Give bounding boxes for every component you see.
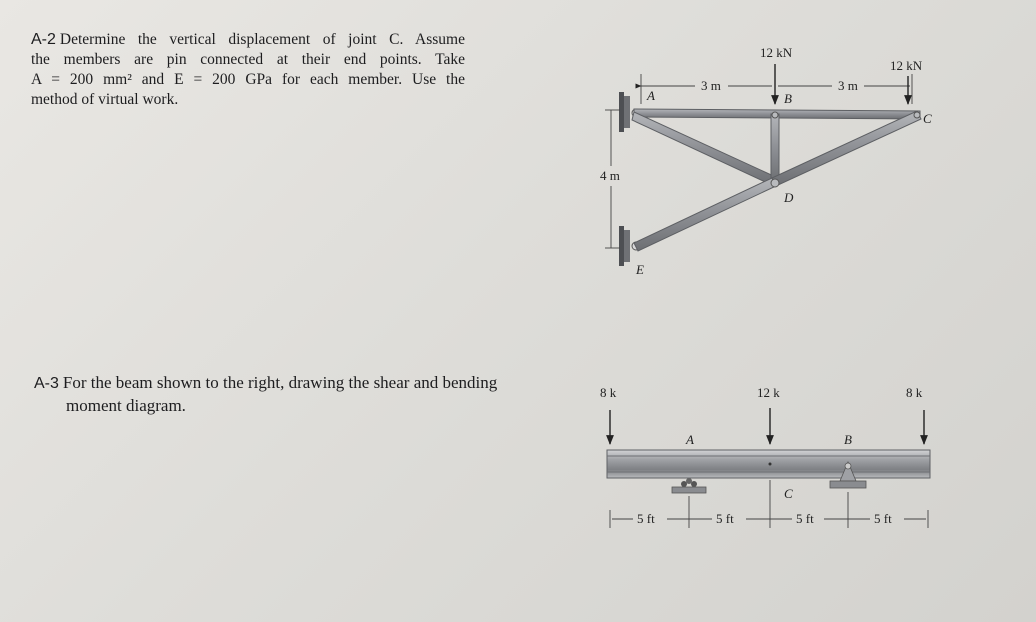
load-label-b: 12 kN [760, 45, 793, 60]
problem-a2-line3: A = 200 mm² and E = 200 GPa for each member. Use the [31, 71, 465, 88]
member-ad [632, 112, 778, 186]
problem-a3-number: A-3 [34, 375, 59, 392]
roller-support-a [672, 478, 706, 493]
problem-a2-line2: the members are pin connected at their end points. Take [31, 51, 465, 68]
load-label-mid: 12 k [757, 385, 780, 400]
dim-span-bc: 3 m [838, 78, 858, 93]
load-label-right: 8 k [906, 385, 923, 400]
member-dc [772, 111, 921, 186]
dim-span-1: 5 ft [637, 511, 655, 526]
problem-a2-line1: A-2 Determine the vertical displacement of joint C. Assume [31, 31, 465, 48]
joint-label-d: D [784, 190, 794, 205]
support-label-b: B [844, 432, 852, 447]
load-label-c: 12 kN [890, 58, 923, 73]
joint-label-e: E [636, 262, 644, 277]
joint-b-pin [772, 112, 778, 118]
dim-height: 4 m [600, 168, 620, 183]
member-bd [771, 114, 779, 183]
dim-span-ab: 3 m [701, 78, 721, 93]
support-label-a: A [686, 432, 694, 447]
load-label-left: 8 k [600, 385, 617, 400]
problem-a2-line4: method of virtual work. [31, 91, 179, 108]
member-ed [634, 178, 776, 251]
problem-a3-line1: A-3 For the beam shown to the right, drawing the shear and bending [34, 373, 498, 392]
joint-label-a: A [647, 88, 655, 103]
beam-diagram [600, 385, 930, 528]
dim-span-2: 5 ft [716, 511, 734, 526]
joint-d-pin [771, 179, 779, 187]
dim-span-3: 5 ft [796, 511, 814, 526]
truss-diagram [600, 45, 932, 277]
point-label-c: C [784, 486, 793, 501]
problem-a2-number: A-2 [31, 31, 56, 48]
joint-label-c: C [923, 111, 932, 126]
dim-span-4: 5 ft [874, 511, 892, 526]
joint-label-b: B [784, 91, 792, 106]
joint-c-pin [914, 112, 920, 118]
problem-a3-line2: moment diagram. [66, 396, 186, 415]
